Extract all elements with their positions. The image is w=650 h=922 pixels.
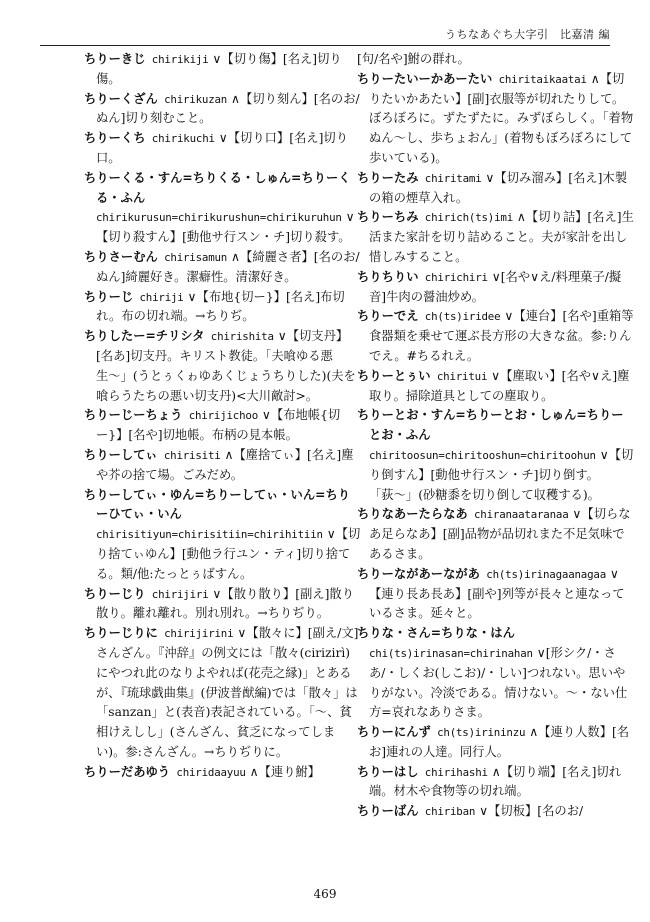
entry-romanization: chirikuzan [157,92,228,106]
entry-headword: ちりちりい [357,269,419,284]
entry-definition: ∨【塵取い】[名や∨え]塵取り。掃除道具としての塵取り。 [369,368,630,403]
entry-definition: ∧【切り刻ん】[名のお/ぬん]切り刻むこと。 [96,91,360,126]
entry-romanization: chiriban [418,805,476,819]
entry-definition: ∧【切りたいかあたい】[副]衣服等が切れたりして。ぼろぼろに。ずたずたに。みずぼらしく。「着物ぬん〜し、歩ちょおん」(着物もぼろぼろにして歩いている)。 [369,71,634,165]
entry-headword: ちりーばん [357,804,419,819]
entry-romanization: ch(ts)irinagaanagaa [479,567,606,581]
entry-romanization: chiritoosun=chiritooshun=chiritoohun [369,448,596,462]
entry-definition: ∧【連り人数】[名お]連れの人達。同行人。 [369,725,630,759]
entry-headword: ちりーにんず [357,725,431,740]
entry-romanization: chirijiri [145,587,209,601]
entry-definition: ∨【連台】[名や]重箱等食器類を乗せて運ぶ長方形の大きな盆。参:りんでえ。#ちるれえ。 [369,309,634,363]
dictionary-entry [357,268,635,308]
entry-romanization: chiritaikaatai [492,72,587,86]
entry-headword: ちりーじーちょう [84,408,183,423]
entry-headword: ちりーちみ [357,210,419,225]
entry-romanization: chirihashi [418,765,488,779]
header-rule [40,45,610,46]
entry-headword: ちりーはし [357,764,419,779]
entry-definition: ∧【切り詰】[名え]生活また家計を切り詰めること。夫が家計を出し惜しみすること。 [369,210,634,264]
entry-headword: ちりーだあゆう [84,764,171,779]
dictionary-entry [357,50,635,70]
entry-headword: ちりーじり [84,586,146,601]
entry-headword: ちりな・さん=ちりな・はん [357,626,515,641]
page-number: 469 [313,887,337,901]
entry-romanization: chirikuchi [145,132,215,146]
dictionary-entry [84,763,362,783]
entry-headword: ちりーとぅい [357,368,431,383]
left-column [84,50,362,782]
entry-headword: ちりーとお・すん=ちりーとお・しゅん=ちりーとお・ふん [357,408,624,443]
entry-definition: ∨[名や∨え/料理菓子/擬音]牛肉の醤油炒め。 [369,269,622,304]
entry-definition: ∨【散々に】[副え/文]さんざん。『沖辞』の例文には「散々(cirizirì)にやつれ此のなりよやれば(花売之縁)」とあるが、『琉球戯曲集』(伊波普猷編)では「散々」は「sanzan」と(表音)表記されている。「〜、貧相けえしし」(さんざん、貧乏になってしまい)。参:さんざん。→ちりぢりに。 [96,626,359,759]
right-column [357,50,635,822]
entry-definition: ∨【切り殺すん】[動他サ行スン・チ]切り殺す。 [96,210,355,245]
dictionary-entry [84,327,362,406]
entry-definition: ∨【切支丹】[名あ]切支丹。キリスト教徒。「夫喰ゆる悪生〜」(うとぅくゎゆあくじょうちりした)(夫を喰らうたちの悪い切支丹)<大川敵討>。 [96,329,356,403]
dictionary-entry [357,169,635,209]
entry-headword: ちりーじりに [84,626,158,641]
entry-headword: ちりーたいーかあーたい [357,71,493,86]
dictionary-entry [84,169,362,248]
entry-headword: ちりーくる・すん=ちりくる・しゅん=ちりーくる・ふん [84,170,351,205]
entry-definition: ∧【綺麗さ者】[名のお/ぬん]綺麗好き。潔癖性。清潔好き。 [96,249,360,284]
entry-headword: ちりーしてぃ [84,447,158,462]
entry-romanization: ch(ts)iridee [418,310,501,324]
entry-definition: ∨【散り散り】[副え]散り散り。離れ離れ。別れ別れ。→ちりぢり。 [96,586,354,621]
entry-romanization: chiridaayuu [170,765,246,779]
entry-definition: ∧【塵捨てぃ】[名え]塵や芥の捨て場。ごみだめ。 [96,447,354,482]
entry-definition: [句/名や]鮒の群れ。 [357,52,470,66]
entry-definition: ∨【切り口】[名え]切り口。 [96,131,348,165]
entry-definition: ∨【連り長あ長あ】[副や]列等が長々と連なっているさま。延々と。 [369,566,625,621]
dictionary-entry [357,208,635,267]
entry-romanization: chirikurusun=chirikurushun=chirikuruhun [96,211,342,225]
running-header: うちなあぐち大字引 比嘉清 編 [445,28,610,41]
entry-headword: ちりーじ [84,289,134,304]
entry-definition: ∧【連り鮒】 [245,764,321,779]
entry-romanization: ch(ts)irininzu [430,726,526,740]
entry-romanization: chiriji [133,290,184,304]
entry-definition: ∨【切み溜み】[名え]木製の箱の煙草入れ。 [369,170,627,205]
entry-romanization: chirichiri [418,270,488,284]
entry-headword: ちりーくち [84,131,146,146]
dictionary-entry [357,70,635,169]
entry-headword: ちりーたみ [357,170,419,185]
dictionary-entry [84,446,362,486]
entry-romanization: chi(ts)irinasan=chirinahan [369,646,533,660]
dictionary-entry [84,288,362,328]
dictionary-entry [84,248,362,288]
dictionary-entry [357,763,635,803]
entry-definition: ∨【布地帳{切ー}】[名や]切地帳。布柄の見本帳。 [96,408,341,443]
entry-romanization: chiritami [418,171,482,185]
entry-romanization: chiritui [430,369,488,383]
dictionary-entry [84,50,362,90]
entry-headword: ちりーくざん [84,91,158,106]
entry-romanization: chirijirini [157,627,234,641]
dictionary-entry [84,624,362,763]
entry-definition: ∨【切板】[名のお/ [475,804,584,819]
entry-romanization: chirishita [204,330,274,344]
entry-definition: ∧【切り端】[名え]切れ端。材木や食物等の切れ端。 [369,764,621,799]
dictionary-entry [84,90,362,130]
entry-definition: ∨【布地{切ー}】[名え]布切れ。布の切れ端。→ちりぢ。 [96,289,345,324]
entry-romanization: chirikiji [145,53,209,66]
entry-definition: ∨【切り倒すん】[動他サ行スン・チ]切り倒す。「荻〜」(砂糖黍を切り倒して収穫する)。 [369,447,634,502]
entry-headword: ちりーきじ [84,52,146,66]
dictionary-entry [84,406,362,446]
entry-definition: ∨[形シク/・さあ/・しくお(しこお)/・しい]つれない。思いやりがない。冷淡である。情けない。〜・ない仕方=哀れなありさま。 [369,645,628,720]
entry-definition: ∨【切り傷】[名え]切り傷。 [96,52,342,86]
dictionary-entry [357,723,635,763]
entry-headword: ちりーでえ [357,309,419,324]
entry-romanization: chirisitiyun=chirisitiin=chirihitiin [96,528,323,542]
dictionary-entry [357,367,635,407]
entry-romanization: chirisiti [157,448,221,462]
entry-definition: ∨【切らなあ足らなあ】[副]品物が品切れまた不足気味であるさま。 [369,507,631,561]
entry-headword: ちりしたー=チリシタ [84,329,205,344]
dictionary-entry [357,505,635,564]
entry-headword: ちりさーむん [84,249,158,264]
entry-headword: ちりなあーたらなあ [357,507,468,522]
dictionary-entry [84,129,362,169]
entry-romanization: chirisamun [157,250,228,264]
dictionary-entry [357,624,635,723]
entry-romanization: chirijichoo [182,409,258,423]
dictionary-entry [357,307,635,366]
dictionary-entry [357,565,635,624]
dictionary-entry [357,406,635,505]
entry-romanization: chiranaataranaa [467,508,569,522]
entry-romanization: chirich(ts)imi [418,211,514,225]
dictionary-entry [84,585,362,625]
dictionary-entry [84,486,362,585]
entry-definition: ∨【切り捨てぃゆん】[動他ラ行ユン・ティ]切り捨てる。類/他:たっとぅばすん。 [96,527,361,581]
dictionary-entry [357,802,635,822]
entry-headword: ちりーながあーながあ [357,566,480,581]
entry-headword: ちりーしてぃ・ゆん=ちりーしてぃ・いん=ちりーひてぃ・いん [84,487,351,522]
